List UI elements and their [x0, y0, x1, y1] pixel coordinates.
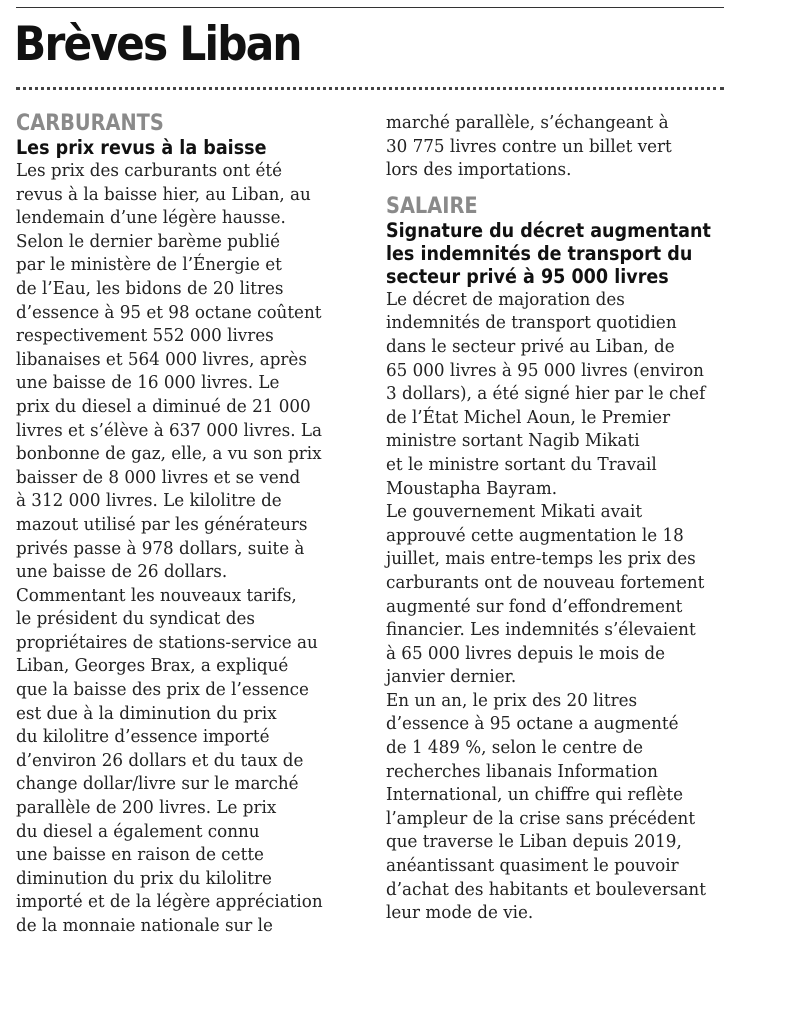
headline-line: Signature du décret augmentant	[386, 218, 711, 242]
text-line: une baisse de 26 dollars.	[16, 561, 228, 583]
text-line: l’ampleur de la crise sans précédent	[386, 807, 696, 829]
text-line: revus à la baisse hier, au Liban, au	[16, 183, 311, 205]
text-line: recherches libanais Information	[386, 760, 658, 782]
text-line: respectivement 552 000 livres	[16, 325, 274, 347]
text-line: une baisse en raison de cette	[16, 844, 264, 866]
section-masthead: Brèves Liban	[14, 17, 301, 72]
text-line: lendemain d’une légère hausse.	[16, 207, 286, 229]
text-line: indemnités de transport quotidien	[386, 312, 677, 334]
dotted-divider	[16, 87, 724, 90]
text-line: janvier dernier.	[386, 666, 517, 688]
text-line: Commentant les nouveaux tarifs,	[16, 584, 297, 606]
text-line: approuvé cette augmentation le 18	[386, 524, 684, 546]
text-line: baisser de 8 000 livres et se vend	[16, 466, 301, 488]
text-line: libanaises et 564 000 livres, après	[16, 348, 307, 370]
text-line: dans le secteur privé au Liban, de	[386, 335, 675, 357]
text-line: 3 dollars), a été signé hier par le chef	[386, 383, 706, 405]
text-line: financier. Les indemnités s’élevaient	[386, 619, 696, 641]
text-line: Moustapha Bayram.	[386, 477, 558, 499]
text-line: ministre sortant Nagib Mikati	[386, 430, 640, 452]
text-line: de l’Eau, les bidons de 20 litres	[16, 277, 284, 299]
text-line: 30 775 livres contre un billet vert	[386, 135, 672, 157]
text-line: 65 000 livres à 95 000 livres (environ	[386, 359, 704, 381]
text-line: à 65 000 livres depuis le mois de	[386, 642, 665, 664]
text-line: bonbonne de gaz, elle, a vu son prix	[16, 443, 322, 465]
text-line: leur mode de vie.	[386, 902, 534, 924]
text-line: juillet, mais entre-temps les prix des	[386, 548, 696, 570]
text-line: une baisse de 16 000 livres. Le	[16, 372, 280, 394]
text-line: anéantissant quasiment le pouvoir	[386, 855, 679, 877]
article-body-carburants	[16, 159, 362, 938]
headline-line: secteur privé à 95 000 livres	[386, 264, 669, 288]
text-line: que traverse le Liban depuis 2019,	[386, 831, 682, 853]
text-line: En un an, le prix des 20 litres	[386, 689, 638, 711]
text-line: International, un chiffre qui reflète	[386, 784, 684, 806]
text-line: livres et s’élève à 637 000 livres. La	[16, 419, 322, 441]
text-line: de 1 489 %, selon le centre de	[386, 737, 643, 759]
text-line: carburants ont de nouveau fortement	[386, 571, 705, 593]
headline-line: Les prix revus à la baisse	[16, 136, 267, 159]
text-line: de l’État Michel Aoun, le Premier	[386, 406, 671, 428]
article-headline-salaire	[386, 218, 711, 288]
text-line: diminution du prix du kilolitre	[16, 867, 272, 889]
text-line: importé et de la légère appréciation	[16, 891, 323, 913]
text-line: d’essence à 95 et 98 octane coûtent	[16, 301, 322, 323]
text-line: d’environ 26 dollars et du taux de	[16, 749, 304, 771]
article-rubric-salaire: SALAIRE	[386, 193, 478, 219]
text-line: privés passe à 978 dollars, suite à	[16, 537, 305, 559]
article-headline-carburants	[16, 136, 327, 159]
text-line: que la baisse des prix de l’essence	[16, 679, 309, 701]
article-body-salaire	[386, 288, 732, 925]
text-line: change dollar/livre sur le marché	[16, 773, 299, 795]
text-line: mazout utilisé par les générateurs	[16, 513, 308, 535]
text-line: par le ministère de l’Énergie et	[16, 254, 282, 276]
text-line: augmenté sur fond d’effondrement	[386, 595, 683, 617]
text-line: d’essence à 95 octane a augmenté	[386, 713, 679, 735]
text-line: de la monnaie nationale sur le	[16, 915, 273, 936]
text-line: Le gouvernement Mikati avait	[386, 501, 643, 523]
top-rule	[16, 7, 724, 8]
text-line: du kilolitre d’essence importé	[16, 726, 270, 748]
text-line: marché parallèle, s’échangeant à	[386, 112, 669, 133]
text-line: parallèle de 200 livres. Le prix	[16, 797, 277, 819]
article-rubric-carburants: CARBURANTS	[16, 111, 164, 136]
article-continuation-carburants	[386, 111, 732, 182]
text-line: propriétaires de stations-service au	[16, 631, 318, 653]
text-line: lors des importations.	[386, 159, 572, 181]
left-column	[16, 111, 362, 938]
text-line: prix du diesel a diminué de 21 000	[16, 395, 311, 417]
text-line: est due à la diminution du prix	[16, 702, 277, 724]
text-line: Selon le dernier barème publié	[16, 230, 281, 252]
text-line: Les prix des carburants ont été	[16, 160, 283, 181]
right-column	[386, 111, 732, 925]
text-line: d’achat des habitants et bouleversant	[386, 878, 706, 900]
text-line: et le ministre sortant du Travail	[386, 453, 657, 475]
text-line: le président du syndicat des	[16, 608, 255, 630]
text-line: Le décret de majoration des	[386, 288, 625, 310]
text-line: à 312 000 livres. Le kilolitre de	[16, 490, 282, 512]
text-line: du diesel a également connu	[16, 820, 260, 842]
headline-line: les indemnités de transport du	[386, 241, 693, 265]
text-line: Liban, Georges Brax, a expliqué	[16, 655, 289, 677]
